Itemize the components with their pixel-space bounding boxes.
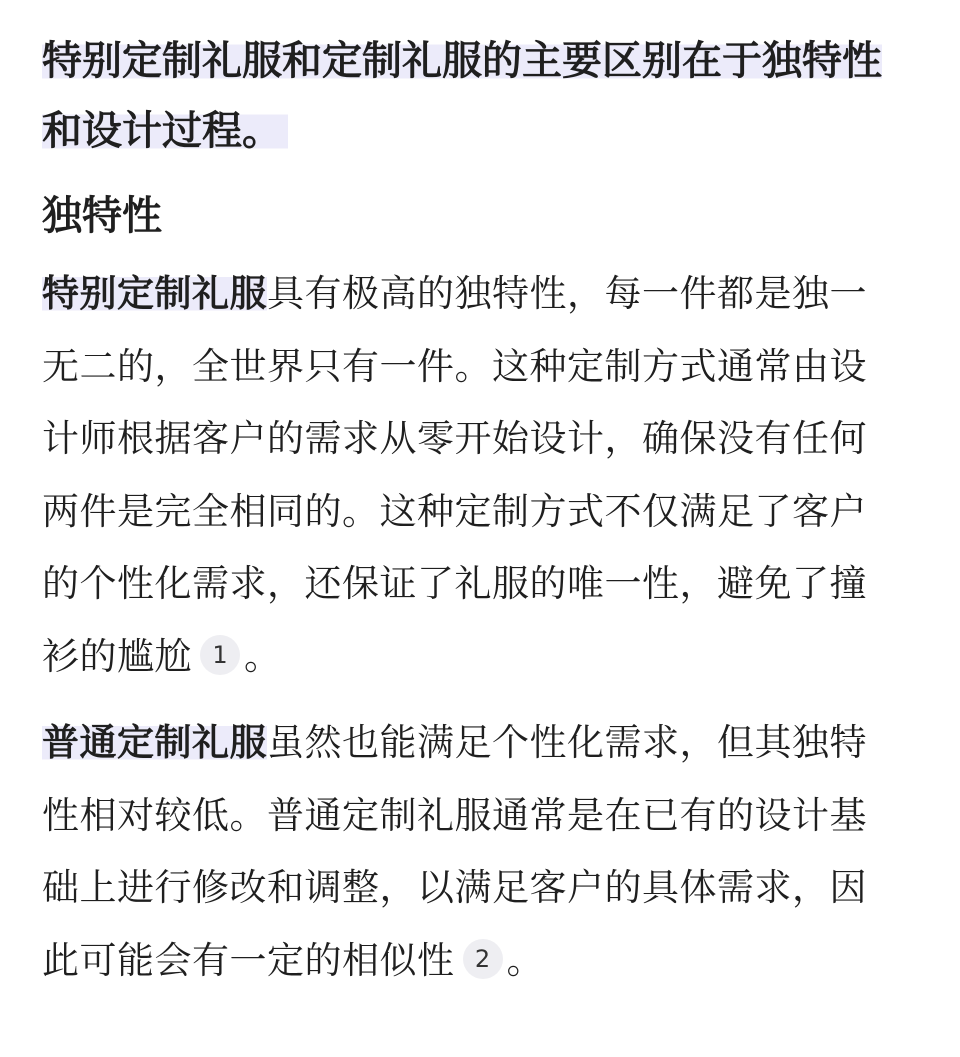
section-heading: 独特性 [42, 193, 162, 239]
paragraph-1-end: 。 [244, 634, 282, 678]
paragraph-2-text: 虽然也能满足个性化需求，但其独特性相对较低。普通定制礼服通常是在已有的设计基础上进行修改和调整，以满足客户的具体需求，因此可能会有一定的相似性 [42, 721, 867, 982]
keyword-normal-custom: 普通定制礼服 [42, 721, 267, 764]
citation-badge-1[interactable]: 1 [200, 635, 240, 675]
keyword-special-custom: 特别定制礼服 [42, 272, 267, 315]
citation-badge-2[interactable]: 2 [463, 939, 503, 979]
paragraph-1-text: 具有极高的独特性，每一件都是独一无二的，全世界只有一件。这种定制方式通常由设计师根据客户的需求从零开始设计，确保没有任何两件是完全相同的。这种定制方式不仅满足了客户的个性化需求，还保证了礼服的唯一性，避免了撞衫的尴尬 [42, 272, 867, 678]
answer-content [42, 26, 902, 1011]
summary-paragraph [42, 26, 902, 166]
paragraph-1 [42, 258, 902, 693]
summary-highlight: 特别定制礼服和定制礼服的主要区别在于独特性和设计过程。 [42, 38, 882, 154]
paragraph-2-end: 。 [506, 938, 544, 982]
paragraph-2 [42, 707, 902, 997]
